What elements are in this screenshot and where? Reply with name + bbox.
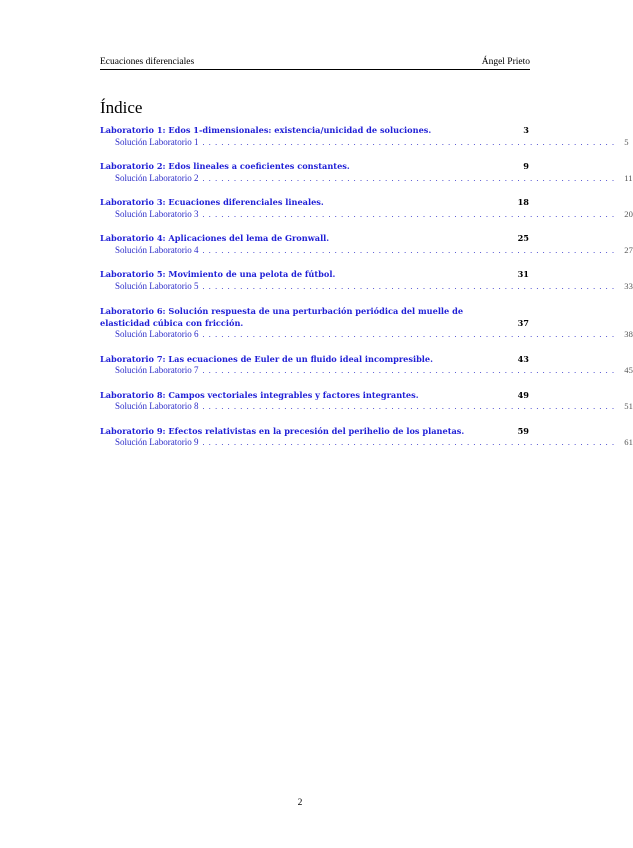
toc-page-solution-6: 38 bbox=[624, 329, 633, 339]
toc-link-solution-8[interactable]: Solución Laboratorio 8 bbox=[115, 401, 199, 411]
toc-entry bbox=[100, 161, 633, 184]
toc-link-solution-1[interactable]: Solución Laboratorio 1 bbox=[115, 136, 199, 147]
toc-page-lab-5: 31 bbox=[517, 269, 529, 279]
leader-dots: .................................................................. bbox=[202, 137, 619, 147]
leader-dots: .................................................................. bbox=[202, 330, 619, 339]
toc-page-lab-4: 25 bbox=[517, 233, 529, 243]
toc-entry bbox=[100, 305, 633, 341]
toc-page-solution-4: 27 bbox=[624, 244, 633, 255]
leader-dots: .................................................................. bbox=[202, 438, 619, 447]
leader-dots: .................................................................. bbox=[202, 281, 619, 291]
toc-title: Índice bbox=[100, 98, 143, 117]
toc-page-lab-3: 18 bbox=[517, 197, 529, 207]
toc-page-solution-5: 33 bbox=[624, 280, 633, 291]
toc-page-lab-6: 37 bbox=[517, 318, 529, 328]
toc-link-solution-3[interactable]: Solución Laboratorio 3 bbox=[115, 208, 199, 219]
toc-link-lab-5[interactable]: Laboratorio 5: Movimiento de una pelota de fútbol. bbox=[100, 269, 336, 279]
toc-link-lab-1[interactable]: Laboratorio 1: Edos 1-dimensionales: existencia/unicidad de soluciones. bbox=[100, 125, 432, 135]
toc-link-lab-4[interactable]: Laboratorio 4: Aplicaciones del lema de Gronwall. bbox=[100, 233, 330, 243]
toc-link-solution-2[interactable]: Solución Laboratorio 2 bbox=[115, 172, 199, 183]
toc-link-lab-7[interactable]: Laboratorio 7: Las ecuaciones de Euler de un fluido ideal incompresible. bbox=[100, 353, 433, 364]
toc-entry bbox=[100, 233, 633, 256]
toc-lab-6-line-2: elasticidad cúbica con fricción. bbox=[100, 318, 244, 328]
header-rule bbox=[100, 69, 530, 70]
leader-dots: .................................................................. bbox=[202, 245, 619, 255]
toc-page-lab-8: 49 bbox=[517, 389, 529, 400]
toc-entry bbox=[100, 389, 633, 413]
toc-link-lab-2[interactable]: Laboratorio 2: Edos lineales a coeficientes constantes. bbox=[100, 161, 350, 171]
leader-dots: .................................................................. bbox=[202, 402, 619, 411]
toc-link-solution-7[interactable]: Solución Laboratorio 7 bbox=[115, 365, 199, 375]
toc-entry bbox=[100, 425, 633, 449]
leader-dots: .................................................................. bbox=[202, 366, 619, 375]
toc-page-lab-1: 3 bbox=[523, 125, 529, 135]
page-number: 2 bbox=[297, 798, 303, 808]
header-left: Ecuaciones diferenciales bbox=[100, 57, 195, 67]
toc-entry bbox=[100, 125, 629, 148]
toc-entry bbox=[100, 269, 633, 292]
toc-link-solution-5[interactable]: Solución Laboratorio 5 bbox=[115, 280, 199, 291]
toc-entry bbox=[100, 197, 633, 220]
toc-link-lab-9[interactable]: Laboratorio 9: Efectos relativistas en la precesión del perihelio de los planetas. bbox=[100, 425, 465, 436]
header-right: Ángel Prieto bbox=[481, 57, 530, 67]
toc-page-solution-1: 5 bbox=[624, 136, 629, 147]
toc-link-solution-9[interactable]: Solución Laboratorio 9 bbox=[115, 437, 199, 447]
toc-page-solution-2: 11 bbox=[624, 172, 633, 183]
toc-page-solution-3: 20 bbox=[624, 208, 633, 219]
leader-dots: .................................................................. bbox=[202, 209, 619, 219]
toc-link-lab-6[interactable] bbox=[100, 305, 529, 329]
running-header bbox=[100, 56, 530, 68]
toc-page-solution-7: 45 bbox=[624, 365, 633, 375]
toc-page-lab-9: 59 bbox=[517, 425, 529, 436]
toc-link-lab-8[interactable]: Laboratorio 8: Campos vectoriales integrables y factores integrantes. bbox=[100, 389, 419, 400]
toc-page-solution-9: 61 bbox=[624, 437, 633, 447]
toc-link-lab-3[interactable]: Laboratorio 3: Ecuaciones diferenciales lineales. bbox=[100, 197, 324, 207]
table-of-contents bbox=[100, 125, 633, 462]
toc-link-solution-6[interactable]: Solución Laboratorio 6 bbox=[115, 329, 199, 339]
toc-page-lab-7: 43 bbox=[517, 353, 529, 364]
toc-link-solution-4[interactable]: Solución Laboratorio 4 bbox=[115, 244, 199, 255]
toc-page-solution-8: 51 bbox=[624, 401, 633, 411]
toc-page-lab-2: 9 bbox=[523, 161, 529, 171]
toc-lab-6-line-1: Laboratorio 6: Solución respuesta de una perturbación periódica del muelle de bbox=[100, 306, 464, 316]
leader-dots: .................................................................. bbox=[202, 173, 619, 183]
toc-entry bbox=[100, 353, 633, 377]
